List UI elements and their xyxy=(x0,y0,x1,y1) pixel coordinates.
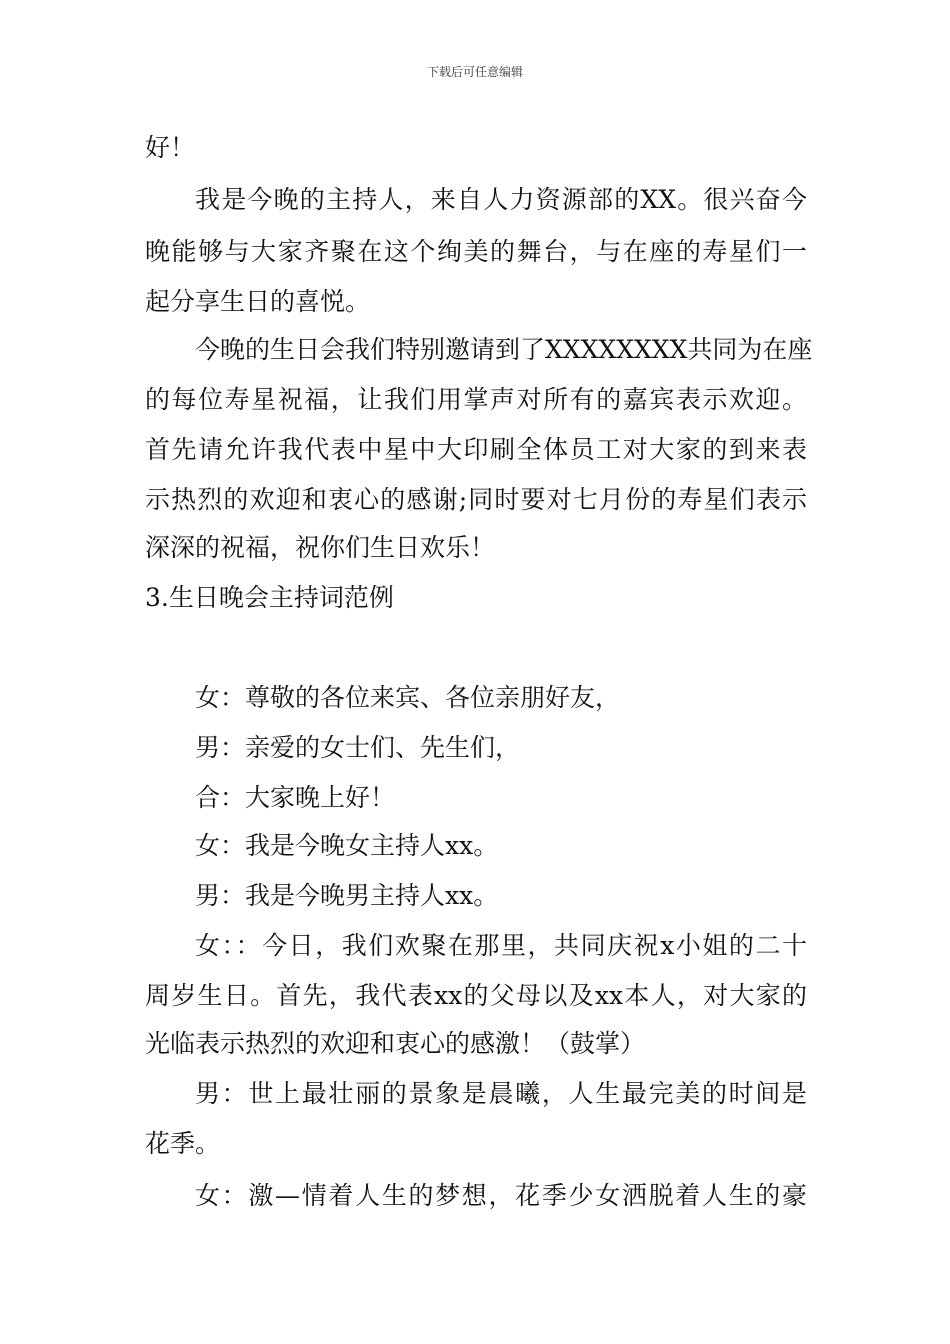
text-line: 深深的祝福，祝你们生日欢乐！ xyxy=(145,533,496,562)
dialogue-line: 合：大家晚上好！ xyxy=(195,783,396,812)
dialogue-line: 男：我是今晚男主持人xx。 xyxy=(195,881,499,910)
dialogue-line: 男：世上最壮丽的景象是晨曦，人生最完美的时间是 xyxy=(195,1079,807,1108)
text-line: 好！ xyxy=(145,133,196,162)
page-header-note: 下载后可任意编辑 xyxy=(426,65,523,79)
dialogue-line: 男：亲爱的女士们、先生们， xyxy=(195,733,521,762)
text-line: 的每位寿星祝福，让我们用掌声对所有的嘉宾表示欢迎。 xyxy=(145,385,807,414)
text-line: 我是今晚的主持人，来自人力资源部的XX。很兴奋今 xyxy=(195,185,807,214)
dialogue-line: 女：：今日，我们欢聚在那里，共同庆祝x小姐的二十 xyxy=(195,931,807,960)
text-line: 首先请允许我代表中星中大印刷全体员工对大家的到来表 xyxy=(145,435,807,464)
dialogue-line: 花季。 xyxy=(145,1129,221,1158)
dialogue-line: 光临表示热烈的欢迎和衷心的感激！（鼓掌） xyxy=(145,1029,646,1058)
text-line: 示热烈的欢迎和衷心的感谢;同时要对七月份的寿星们表示 xyxy=(145,485,807,514)
text-line: 今晚的生日会我们特别邀请到了XXXXXXXX共同为在座 xyxy=(195,335,813,364)
dialogue-line: 周岁生日。首先，我代表xx的父母以及xx本人，对大家的 xyxy=(145,981,807,1010)
text-line: 晚能够与大家齐聚在这个绚美的舞台，与在座的寿星们一 xyxy=(145,237,807,266)
dialogue-line: 女：激—情着人生的梦想，花季少女洒脱着人生的豪 xyxy=(195,1181,807,1210)
dialogue-line: 女：我是今晚女主持人xx。 xyxy=(195,831,499,860)
dialogue-line: 女：尊敬的各位来宾、各位亲朋好友， xyxy=(195,683,621,712)
section-heading: 3.生日晚会主持词范例 xyxy=(145,583,394,612)
text-line: 起分享生日的喜悦。 xyxy=(145,287,371,316)
